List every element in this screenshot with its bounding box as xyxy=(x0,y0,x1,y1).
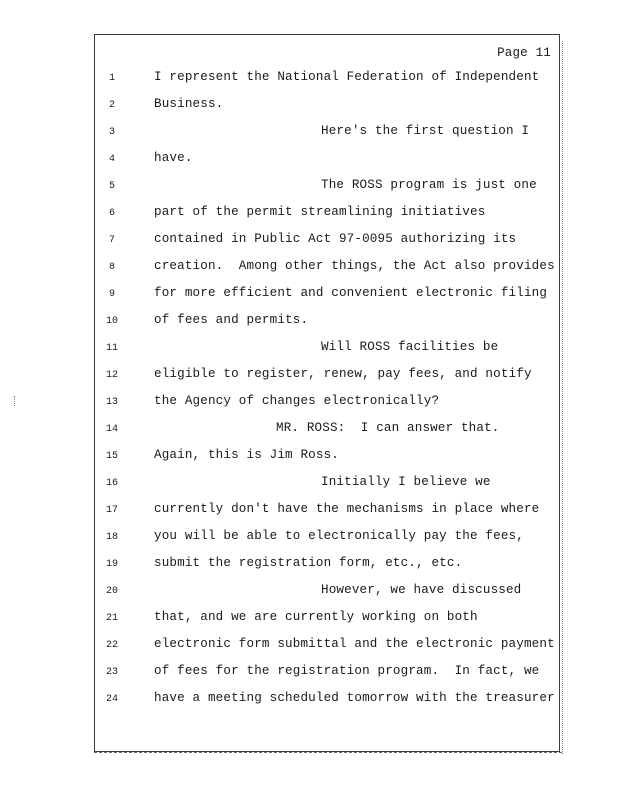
transcript-line xyxy=(95,97,559,117)
line-number: 14 xyxy=(105,424,118,435)
line-number: 19 xyxy=(105,559,118,570)
line-number: 11 xyxy=(105,343,118,354)
transcript-line xyxy=(95,475,559,495)
transcript-line xyxy=(95,340,559,360)
line-text: electronic form submittal and the electronic payment xyxy=(154,637,555,651)
line-number: 22 xyxy=(105,640,118,651)
line-text: currently don't have the mechanisms in place where xyxy=(154,502,540,516)
transcript-line xyxy=(95,313,559,333)
transcript-line xyxy=(95,610,559,630)
line-number: 7 xyxy=(108,235,115,246)
line-text: you will be able to electronically pay the fees, xyxy=(154,529,524,543)
line-text: Initially I believe we xyxy=(321,475,491,489)
line-number: 2 xyxy=(108,100,115,111)
line-text: of fees for the registration program. In fact, we xyxy=(154,664,540,678)
line-text: have. xyxy=(154,151,193,165)
line-number: 5 xyxy=(108,181,115,192)
line-text: part of the permit streamlining initiatives xyxy=(154,205,486,219)
line-number: 23 xyxy=(105,667,118,678)
transcript-line xyxy=(95,151,559,171)
line-number: 24 xyxy=(105,694,118,705)
line-number: 6 xyxy=(108,208,115,219)
transcript-line xyxy=(95,232,559,252)
line-text: MR. ROSS: I can answer that. xyxy=(276,421,500,435)
line-text: Here's the first question I xyxy=(321,124,530,138)
line-number: 10 xyxy=(105,316,118,327)
transcript-line xyxy=(95,124,559,144)
line-number: 15 xyxy=(105,451,118,462)
transcript-line xyxy=(95,637,559,657)
line-text: have a meeting scheduled tomorrow with the treasurer xyxy=(154,691,555,705)
line-number: 18 xyxy=(105,532,118,543)
transcript-line xyxy=(95,583,559,603)
line-number: 3 xyxy=(108,127,115,138)
line-text: I represent the National Federation of Independent xyxy=(154,70,540,84)
line-number: 21 xyxy=(105,613,118,624)
transcript-line xyxy=(95,502,559,522)
line-text: submit the registration form, etc., etc. xyxy=(154,556,463,570)
line-number: 4 xyxy=(108,154,115,165)
transcript-line xyxy=(95,529,559,549)
line-text: contained in Public Act 97-0095 authorizing its xyxy=(154,232,517,246)
line-text: for more efficient and convenient electronic filing xyxy=(154,286,548,300)
transcript-line xyxy=(95,448,559,468)
line-number: 1 xyxy=(108,73,115,84)
line-text: However, we have discussed xyxy=(321,583,522,597)
line-text: creation. Among other things, the Act also provides xyxy=(154,259,555,273)
line-number: 20 xyxy=(105,586,118,597)
line-text: of fees and permits. xyxy=(154,313,309,327)
transcript-page xyxy=(94,34,560,752)
transcript-line xyxy=(95,691,559,711)
line-number: 17 xyxy=(105,505,118,516)
page-bottom-edge xyxy=(94,752,562,754)
transcript-line xyxy=(95,286,559,306)
page-number: Page 11 xyxy=(497,46,551,60)
line-text: eligible to register, renew, pay fees, and notify xyxy=(154,367,532,381)
line-text: Will ROSS facilities be xyxy=(321,340,499,354)
line-number: 9 xyxy=(108,289,115,300)
line-number: 12 xyxy=(105,370,118,381)
transcript-line xyxy=(95,70,559,90)
line-text: that, and we are currently working on both xyxy=(154,610,478,624)
line-text: Again, this is Jim Ross. xyxy=(154,448,339,462)
line-text: the Agency of changes electronically? xyxy=(154,394,440,408)
transcript-line xyxy=(95,178,559,198)
line-text: Business. xyxy=(154,97,224,111)
line-number: 13 xyxy=(105,397,118,408)
transcript-line xyxy=(95,259,559,279)
transcript-line xyxy=(95,664,559,684)
transcript-line xyxy=(95,367,559,387)
line-number: 16 xyxy=(105,478,118,489)
line-number: 8 xyxy=(108,262,115,273)
transcript-line xyxy=(95,394,559,414)
margin-mark xyxy=(14,396,17,406)
transcript-line xyxy=(95,421,559,441)
transcript-line xyxy=(95,205,559,225)
line-text: The ROSS program is just one xyxy=(321,178,537,192)
transcript-line xyxy=(95,556,559,576)
